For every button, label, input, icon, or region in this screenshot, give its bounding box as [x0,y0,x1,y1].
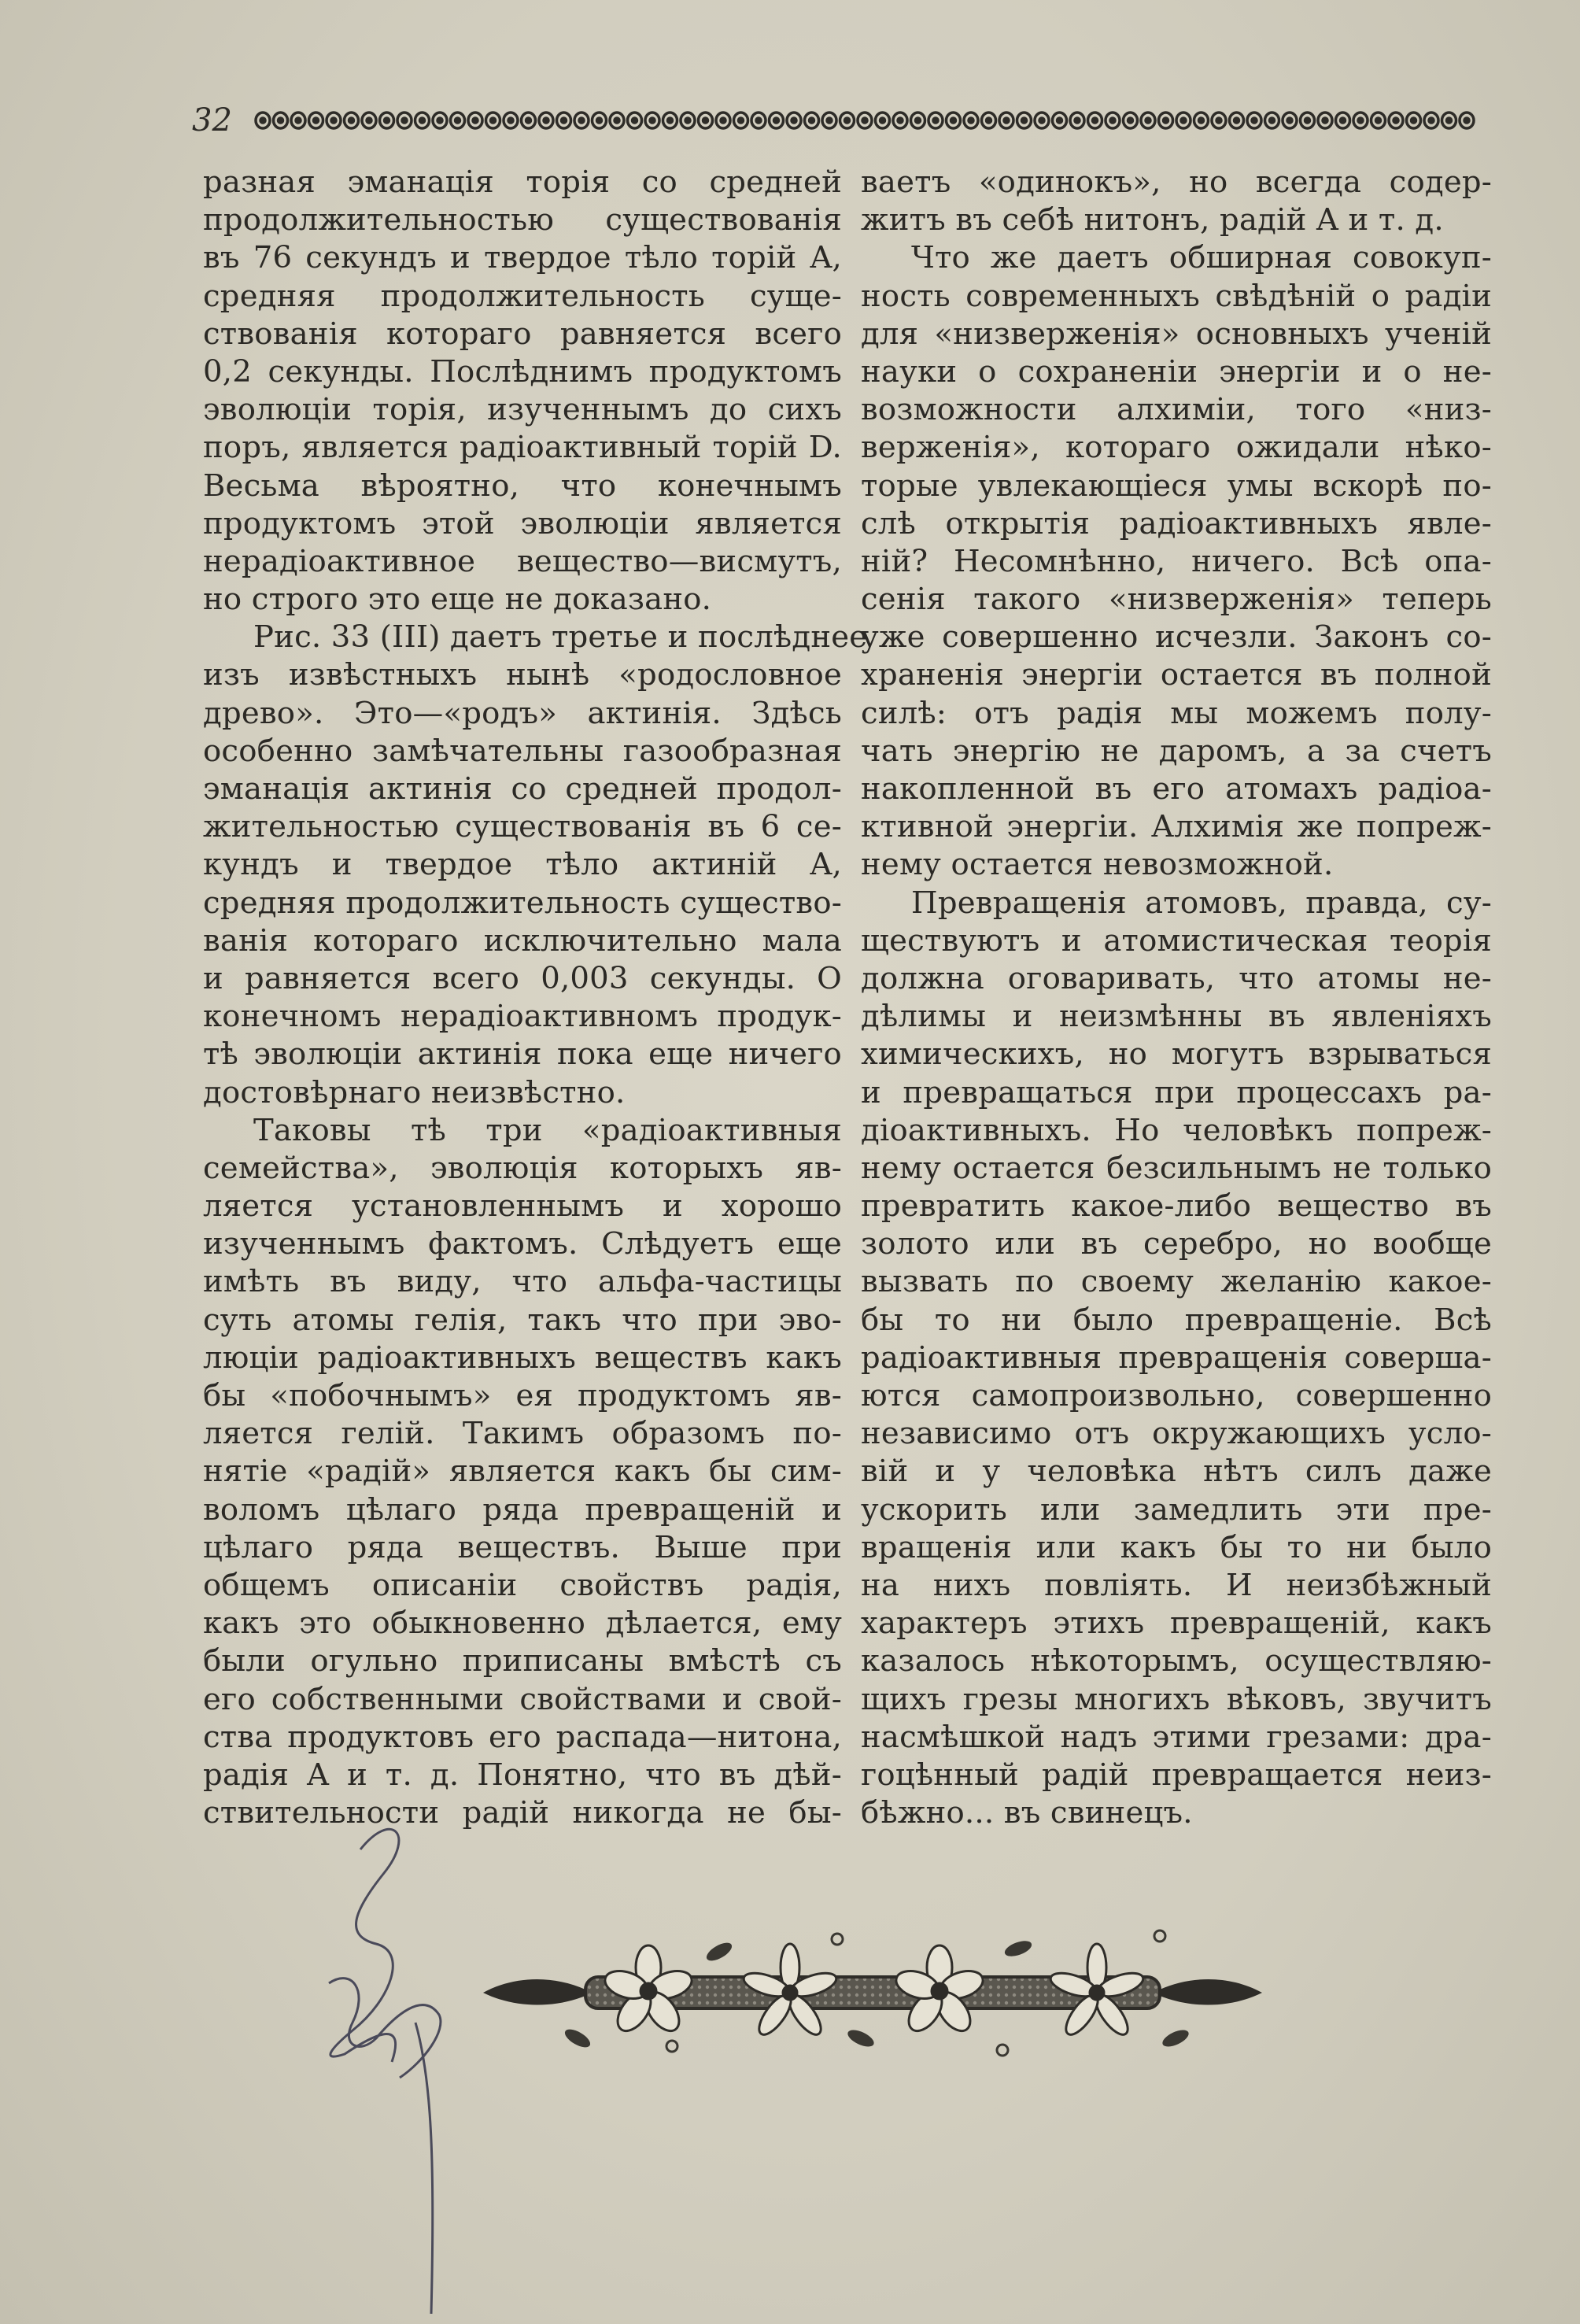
text-line: бы то ни было превращеніе. Всѣ [861,1302,1492,1338]
text-line: Что же даетъ обширная совокуп- [911,240,1492,276]
text-line: изъ извѣстныхъ нынѣ «родословное [203,657,842,693]
text-line: гоцѣнный радій превращается неиз- [861,1757,1492,1793]
text-line: житъ въ себѣ нитонъ, радій A и т. д. [861,202,1444,238]
text-line: древо». Это—«родъ» актинія. Здѣсь [203,695,842,731]
text-line: Таковы тѣ три «радіоактивныя [253,1112,842,1148]
text-line: 0,2 секунды. Послѣднимъ продуктомъ [203,353,842,390]
text-line: были огульно приписаны вмѣстѣ съ [203,1643,842,1679]
text-line: независимо отъ окружающихъ усло- [861,1416,1492,1452]
text-line: бы «побочнымъ» ея продуктомъ яв- [203,1378,842,1413]
page-number: 32 [192,102,232,139]
text-line: казалось нѣкоторымъ, осуществляю- [861,1643,1492,1679]
text-line: науки о сохраненіи энергіи и о не- [861,353,1492,390]
text-line: превратить какое-либо вещество въ [861,1188,1492,1225]
text-line: ются самопроизвольно, совершенно [861,1378,1492,1413]
text-line: вій и у человѣка нѣтъ силъ даже [861,1454,1492,1490]
text-line: Рис. 33 (III) даетъ третье и послѣднее [253,619,868,656]
text-line: слѣ открытія радіоактивныхъ явле- [861,505,1492,541]
text-line: достовѣрнаго неизвѣстно. [203,1074,626,1110]
text-line: нятіе «радій» является какъ бы сим- [203,1454,842,1490]
text-line: золото или въ серебро, но вообще [861,1226,1492,1262]
text-line: но строго это еще не доказано. [203,582,712,618]
text-line: имѣть въ виду, что альфа-частицы [203,1264,842,1300]
text-line: ній? Несомнѣнно, ничего. Всѣ опа- [861,543,1492,579]
text-line: щихъ грезы многихъ вѣковъ, звучитъ [861,1681,1492,1717]
text-line: семейства», эволюція которыхъ яв- [203,1150,842,1186]
text-line: ванія котораго исключительно мала [203,922,842,959]
chain-ornament-icon [253,101,1481,140]
left-column [203,164,868,1832]
text-line: жительностью существованія въ 6 се- [203,809,842,845]
text-line: ществуютъ и атомистическая теорія [861,922,1492,959]
text-line: и превращаться при процессахъ ра- [861,1074,1492,1110]
text-line: ускорить или замедлить эти пре- [861,1491,1492,1528]
text-line: средняя продолжительность суще- [203,278,842,314]
text-line: конечномъ нерадіоактивномъ продук- [203,999,842,1035]
text-line: общемъ описаніи свойствъ радія, [203,1567,842,1603]
text-line: химическихъ, но могутъ взрываться [861,1036,1492,1073]
text-line: радіоактивныя превращенія соверша- [861,1339,1492,1376]
text-line: чать энергію не даромъ, а за счетъ [861,733,1492,769]
text-line: торые увлекающіеся умы вскорѣ по- [861,467,1492,504]
text-line: ствованія котораго равняется всего [203,316,842,352]
text-line: насмѣшкой надъ этими грезами: дра- [861,1719,1492,1755]
text-line: продуктомъ этой эволюціи является [203,505,842,541]
text-line: накопленной въ его атомахъ радіоа- [861,771,1492,807]
text-line: на нихъ повліять. И неизбѣжный [861,1567,1492,1603]
text-line: вращенія или какъ бы то ни было [861,1529,1492,1565]
text-line: и равняется всего 0,003 секунды. О [203,960,842,996]
text-line: нерадіоактивное вещество—висмутъ, [203,543,842,579]
text-line: суть атомы гелія, такъ что при эво- [203,1302,842,1338]
text-line: его собственными свойствами и свой- [203,1681,842,1717]
text-line: силѣ: отъ радія мы можемъ полу- [861,695,1492,731]
text-line: какъ это обыкновенно дѣлается, ему [203,1605,842,1642]
text-line: ствительности радій никогда не бы- [203,1795,842,1831]
text-line: изученнымъ фактомъ. Слѣдуетъ еще [203,1226,842,1262]
text-line: цѣлаго ряда веществъ. Выше при [203,1529,842,1565]
text-line: бѣжно... въ свинецъ. [861,1795,1193,1831]
text-line: продолжительностью существованія [203,202,842,238]
text-line: ность современныхъ свѣдѣній о радіи [861,278,1492,314]
text-line: должна оговаривать, что атомы не- [861,960,1492,996]
text-line: сенія такого «низверженія» теперь [861,582,1492,618]
text-line: храненія энергіи остается въ полной [861,657,1492,693]
text-line: ляется установленнымъ и хорошо [203,1188,842,1225]
text-line: ваетъ «одинокъ», но всегда содер- [861,164,1492,200]
text-line: характеръ этихъ превращеній, какъ [861,1605,1492,1642]
text-line: нему остается безсильнымъ не только [861,1150,1492,1186]
text-line: кундъ и твердое тѣло актиній A, [203,847,842,883]
text-line: особенно замѣчательны газообразная [203,733,842,769]
text-line: ляется гелій. Такимъ образомъ по- [203,1416,842,1452]
text-line: уже совершенно исчезли. Законъ со- [861,619,1492,656]
text-line: воломъ цѣлаго ряда превращеній и [203,1491,842,1528]
text-line: люціи радіоактивныхъ веществъ какъ [203,1339,842,1376]
floral-vignette-icon [467,1920,1278,2070]
text-line: въ 76 секундъ и твердое тѣло торій A, [203,240,842,276]
text-line: тѣ эволюціи актинія пока еще ничего [203,1036,842,1073]
text-line: эманація актинія со средней продол- [203,771,842,807]
text-line: дѣлимы и неизмѣнны въ явленіяхъ [861,999,1492,1035]
text-line: нему остается невозможной. [861,847,1334,883]
text-line: ства продуктовъ его распада—нитона, [203,1719,842,1755]
text-line: возможности алхиміи, того «низ- [861,392,1492,428]
text-line: поръ, является радіоактивный торій D. [203,430,842,466]
text-line: діоактивныхъ. Но человѣкъ попреж- [861,1112,1492,1148]
page-header [192,101,1482,140]
text-line: вызвать по своему желанію какое- [861,1264,1492,1300]
text-line: Весьма вѣроятно, что конечнымъ [203,467,842,504]
text-line: эволюціи торія, изученнымъ до сихъ [203,392,842,428]
text-line: для «низверженія» основныхъ ученій [861,316,1492,352]
text-line: Превращенія атомовъ, правда, су- [911,885,1492,921]
text-line: ктивной энергіи. Алхимія же попреж- [861,809,1492,845]
right-column [861,164,1492,1832]
text-line: радія A и т. д. Понятно, что въ дѣй- [203,1757,842,1793]
text-line: верженія», котораго ожидали нѣко- [861,430,1492,466]
text-line: разная эманація торія со средней [203,164,842,200]
handwritten-mark-icon [297,1802,471,2322]
text-line: средняя продолжительность существо- [203,885,842,921]
